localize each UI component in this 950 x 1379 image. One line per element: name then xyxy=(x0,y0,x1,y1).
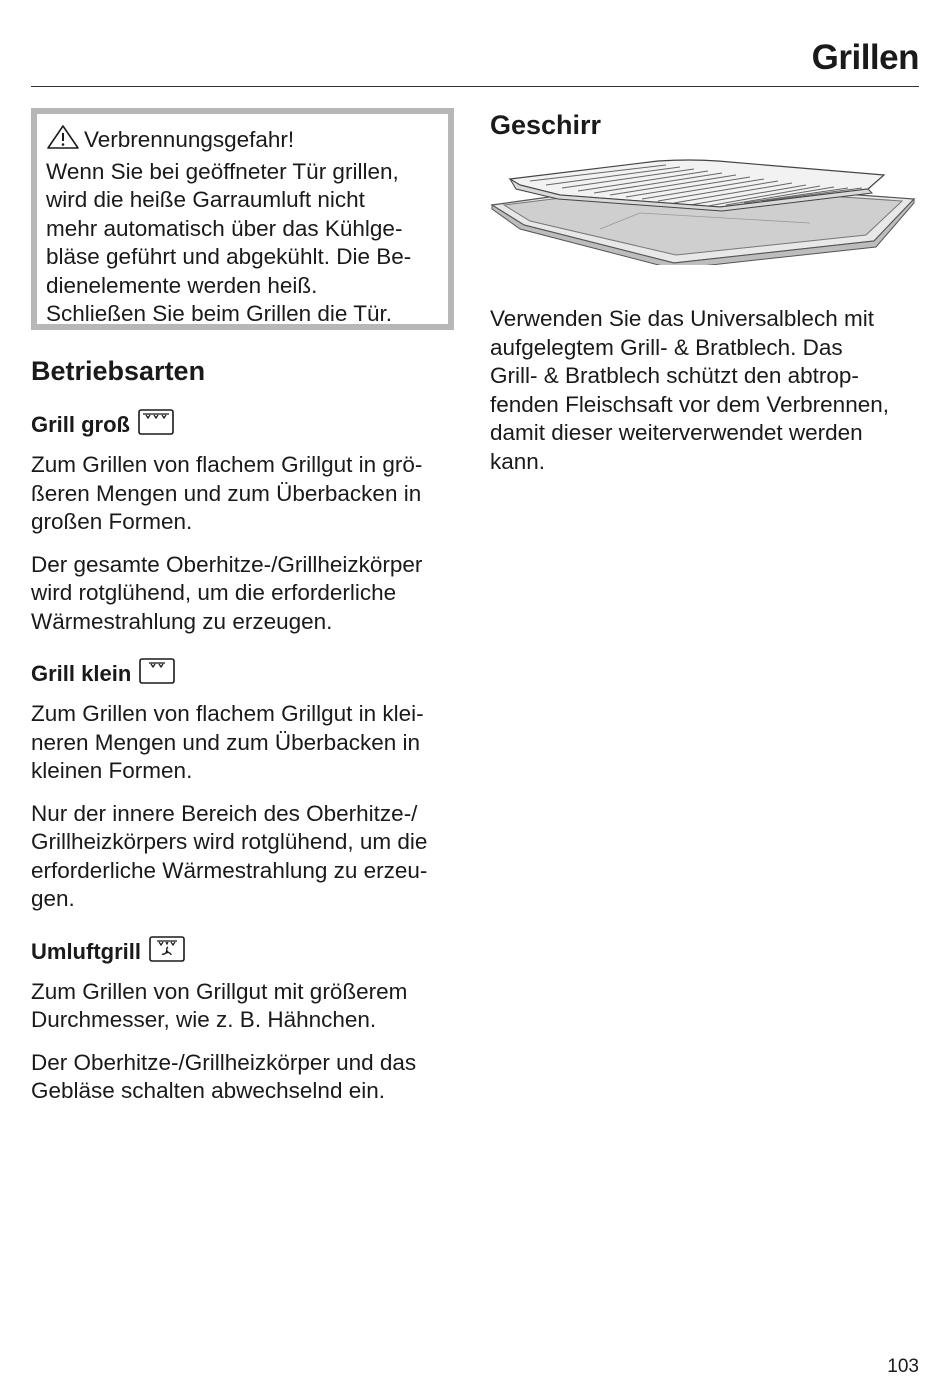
text-line: Gebläse schalten abwechselnd ein. xyxy=(31,1078,385,1103)
text-line: gen. xyxy=(31,886,75,911)
text-line: Wärmestrahlung zu erzeugen. xyxy=(31,608,333,634)
text-line: großen Formen. xyxy=(31,509,193,534)
warning-line: bläse geführt und abgekühlt. Die Be- xyxy=(46,244,412,269)
warning-line: Wenn Sie bei geöffneter Tür grillen, xyxy=(46,158,399,184)
warning-line: Schließen Sie beim Grillen die Tür. xyxy=(46,301,392,326)
mode-fan-grill xyxy=(31,936,463,1106)
page-number: 103 xyxy=(887,1356,919,1377)
paragraph xyxy=(31,551,463,637)
right-column xyxy=(490,110,905,476)
header-rule xyxy=(31,86,919,87)
warning-box xyxy=(31,108,454,330)
page-title: Grillen xyxy=(811,38,919,77)
text-line: Durchmesser, wie z. B. Hähnchen. xyxy=(31,1007,377,1032)
text-line: aufgelegtem Grill- & Bratblech. Das xyxy=(490,334,843,360)
warning-line: mehr automatisch über das Kühlge- xyxy=(46,215,403,241)
text-line: fenden Fleischsaft vor dem Verbrennen, xyxy=(490,391,889,417)
warning-title-line xyxy=(46,124,439,158)
mode-grill-small xyxy=(31,658,463,914)
mode-title-row xyxy=(31,936,463,968)
mode-title: Grill groß xyxy=(31,412,130,437)
text-line: Der Oberhitze-/Grillheizkörper und das xyxy=(31,1049,417,1075)
paragraph xyxy=(31,700,463,786)
text-line: Nur der innere Bereich des Oberhitze-/ xyxy=(31,800,418,826)
mode-title-row xyxy=(31,658,463,690)
mode-title: Grill klein xyxy=(31,661,132,686)
baking-tray-with-grill-rack-illustration xyxy=(490,155,916,265)
text-line: Zum Grillen von flachem Grillgut in grö- xyxy=(31,452,423,477)
left-column xyxy=(31,356,463,1106)
paragraph xyxy=(31,451,463,537)
text-line: Verwenden Sie das Universalblech mit xyxy=(490,306,874,331)
fan-grill-icon xyxy=(149,936,185,968)
section-heading-geschirr: Geschirr xyxy=(490,110,602,140)
text-line: Grill- & Bratblech schützt den abtrop- xyxy=(490,363,859,388)
grill-small-icon xyxy=(139,658,175,690)
text-line: Zum Grillen von flachem Grillgut in klei- xyxy=(31,701,424,726)
mode-title: Umluftgrill xyxy=(31,938,141,964)
warning-triangle-icon xyxy=(46,124,80,158)
text-line: ßeren Mengen und zum Überbacken in xyxy=(31,480,422,506)
text-line: neren Mengen und zum Überbacken in xyxy=(31,729,420,755)
grill-large-icon xyxy=(138,409,174,441)
text-line: Zum Grillen von Grillgut mit größerem xyxy=(31,978,408,1004)
mode-grill-large xyxy=(31,409,463,636)
text-line: wird rotglühend, um die erforderliche xyxy=(31,580,397,605)
paragraph xyxy=(31,800,463,914)
text-line: damit dieser weiterverwendet werden xyxy=(490,420,863,445)
warning-line: dienelemente werden heiß. xyxy=(46,272,318,298)
paragraph xyxy=(31,978,463,1035)
paragraph xyxy=(490,305,905,476)
mode-title-row xyxy=(31,409,463,441)
text-line: Der gesamte Oberhitze-/Grillheizkörper xyxy=(31,551,423,577)
warning-line: wird die heiße Garraumluft nicht xyxy=(46,187,365,212)
warning-title: Verbrennungsgefahr! xyxy=(84,127,295,152)
section-heading-betriebsarten: Betriebsarten xyxy=(31,356,206,386)
text-line: kann. xyxy=(490,448,546,474)
text-line: Grillheizkörpers wird rotglühend, um die xyxy=(31,829,428,854)
paragraph xyxy=(31,1049,463,1106)
text-line: kleinen Formen. xyxy=(31,758,193,783)
text-line: erforderliche Wärmestrahlung zu erzeu- xyxy=(31,857,428,883)
